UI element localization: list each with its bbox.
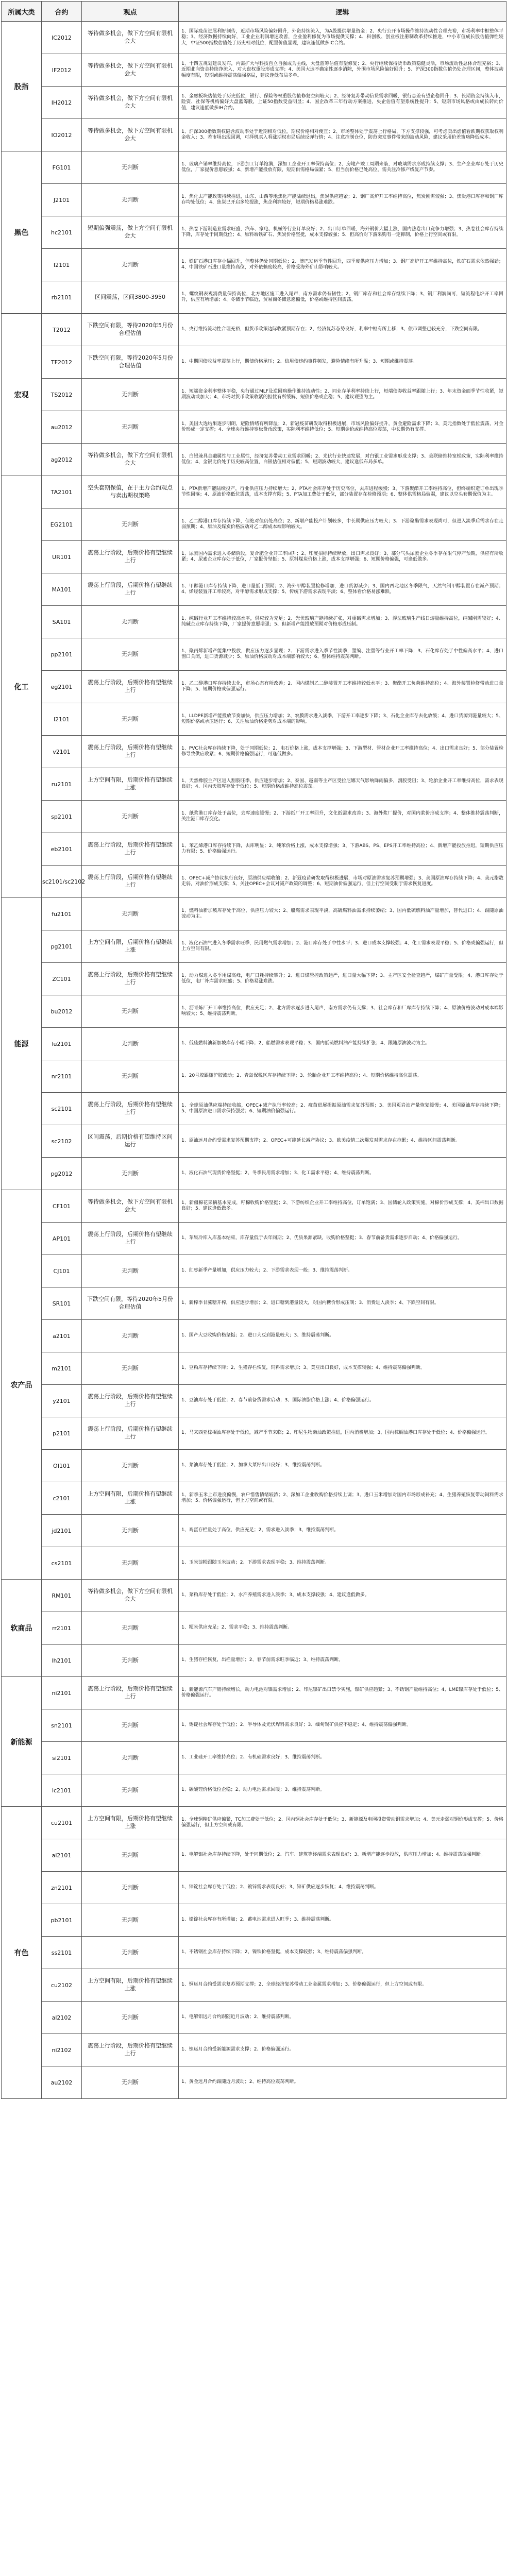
- table-row: [2, 638, 506, 671]
- view-cell: 等待做多机会，做下方空间有限机会大: [82, 119, 179, 151]
- table-row: [2, 1320, 506, 1352]
- contract-cell: MA101: [42, 573, 82, 606]
- contract-cell: fu2101: [42, 898, 82, 930]
- view-cell: 无判断: [82, 1515, 179, 1547]
- table-row: [2, 1060, 506, 1093]
- logic-cell: 1、沪深300指数期权隐含波动率处于近期相对低位，期权价格相对便宜；2、市场整体处于震荡上行格局，下方支撑较强，可考虑卖出虚值看跌期权获取权利金收入；3、若市场出现回调，可择机买入看涨期权布局后续反弹行情；4、注意控制仓位，防范突发事件带来的波动风险，建议采用价差策略降低成本。: [179, 119, 506, 151]
- logic-cell: 1、生猪存栏恢复，出栏量增加；2、春节前需求旺季临近；3、维持震荡判断。: [179, 1645, 506, 1677]
- view-cell: 无判断: [82, 1450, 179, 1482]
- view-cell: 无判断: [82, 2066, 179, 2099]
- table-row: [2, 22, 506, 54]
- logic-cell: 1、短端资金利率整体平稳，央行通过MLF及逆回购操作维持流动性；2、同业存单利率持续上行，短端债券收益率跟随上行；3、年末资金面季节性收紧，短期波动或加大；4、市场对货币政策收紧的担忧有所缓解，短债价格或企稳；5、建议观望为主。: [179, 379, 506, 411]
- view-cell: 无判断: [82, 1774, 179, 1807]
- view-cell: 震荡上行阶段，后期价格有望继续上行: [82, 963, 179, 995]
- table-row: [2, 379, 506, 411]
- view-cell: 无判断: [82, 379, 179, 411]
- logic-cell: 1、动力煤进入冬季用煤高峰，电厂日耗持续攀升；2、进口煤管控政策趋严，进口量大幅下降；3、主产区安全检查趋严，煤矿产量受限；4、港口库存处于低位，电厂补库需求旺盛；5、价格易涨难跌。: [179, 963, 506, 995]
- table-row: [2, 2002, 506, 2034]
- logic-cell: 1、铁矿石港口库存小幅回升，但整体仍处同期低位；2、澳巴发运季节性回升，四季度供应压力增加；3、钢厂高炉开工率维持高位，铁矿石需求依然强劲；4、中国铁矿石进口量维持高位，对外依赖度较高，价格受海外矿山影响较大。: [179, 249, 506, 281]
- contract-cell: l2101: [42, 703, 82, 736]
- contract-cell: T2012: [42, 314, 82, 346]
- view-cell: 等待做多机会，做下方空间有限机会大: [82, 87, 179, 119]
- logic-cell: 1、粳米供应充足；2、需求平稳；3、维持震荡判断。: [179, 1612, 506, 1645]
- contract-cell: ru2101: [42, 768, 82, 801]
- category-cell: 新能源: [2, 1677, 42, 1807]
- table-row: [2, 1709, 506, 1742]
- view-cell: 无判断: [82, 509, 179, 541]
- logic-cell: 1、国产大豆收购价格坚挺；2、进口大豆到港量较大；3、维持震荡判断。: [179, 1320, 506, 1352]
- view-cell: 震荡上行阶段，后期价格有望继续上行: [82, 1223, 179, 1255]
- logic-cell: 1、聚丙烯新增产能集中投放，供应压力逐步显现；2、下游需求进入季节性淡季，塑编、注塑等行业开工率下降；3、石化库存处于中性偏高水平；4、进口窗口关闭，进口货源减少；5、原油价格波动对成本端影响较大；6、整体维持震荡判断。: [179, 638, 506, 671]
- contract-cell: bu2012: [42, 995, 82, 1028]
- category-cell: 化工: [2, 476, 42, 898]
- table-row: [2, 509, 506, 541]
- logic-cell: 1、甲醇港口库存持续下降，进口量低于预期；2、海外甲醇装置检修增加，进口货源减少；3、国内西北地区冬季限气，天然气制甲醇装置存在减产预期；4、烯烃装置开工率较高，对甲醇需求形成支撑；5、传统下游需求表现平淡；6、整体看价格易涨难跌。: [179, 573, 506, 606]
- view-cell: 无判断: [82, 638, 179, 671]
- contract-cell: cs2101: [42, 1547, 82, 1580]
- table-row: [2, 898, 506, 930]
- contract-cell: SR101: [42, 1287, 82, 1320]
- view-cell: 下跌空间有限，等待2020年5月份合理估值: [82, 346, 179, 379]
- view-cell: 震荡上行阶段，后期价格有望继续上行: [82, 833, 179, 866]
- table-row: [2, 151, 506, 184]
- table-row: [2, 1385, 506, 1417]
- logic-cell: 1、PTA新增产能陆续投产，行业供应压力持续增大；2、PTA社会库存处于历史高位，去库进程缓慢；3、下游聚酯开工率维持高位，但终端织造订单出现季节性回落；4、原油价格低位震荡，成本支撑有限；5、PTA加工费处于低位，部分装置存在检修预期；6、整体供需格局偏弱，建议以空头套期保值为主。: [179, 476, 506, 509]
- contract-cell: TA2101: [42, 476, 82, 509]
- contract-cell: sc2102: [42, 1125, 82, 1158]
- view-cell: 等待做多机会，做下方空间有限机会大: [82, 22, 179, 54]
- contract-cell: au2102: [42, 2066, 82, 2099]
- view-cell: 下跌空间有限，等待2020年5月份合理估值: [82, 1287, 179, 1320]
- logic-cell: 1、菜油库存处于低位；2、加拿大菜籽出口良好；3、维持震荡判断。: [179, 1450, 506, 1482]
- contract-cell: si2101: [42, 1742, 82, 1774]
- view-cell: 等待做多机会，做下方空间有限机会大: [82, 444, 179, 476]
- logic-cell: 1、原油远月合约受需求复苏预期支撑；2、OPEC+可能延长减产协议；3、欧美疫情二次爆发对需求存在拖累；4、维持区间震荡判断。: [179, 1125, 506, 1158]
- view-cell: 无判断: [82, 898, 179, 930]
- view-cell: 空头套期保值，在于主力合约观点与卖出期权策略: [82, 476, 179, 509]
- logic-cell: 1、菜粕库存处于低位；2、水产养殖需求进入淡季；3、成本支撑较强；4、建议逢低做多。: [179, 1580, 506, 1612]
- logic-cell: 1、新季玉米上市进度偏慢，农户惜售情绪较浓；2、深加工企业收购价格持续上调；3、进口玉米增加对国内市场形成补充；4、生猪养殖恢复带动饲料需求增加；5、价格偏强运行，但上方空间或有限。: [179, 1482, 506, 1515]
- view-cell: 无判断: [82, 249, 179, 281]
- table-row: [2, 930, 506, 963]
- research-views-table: [1, 1, 506, 2099]
- view-cell: 无判断: [82, 1158, 179, 1190]
- table-row: [2, 1904, 506, 1937]
- logic-cell: 1、PVC社会库存持续下降，处于同期低位；2、电石价格上涨，成本支撑增强；3、下游型材、管材企业开工率维持高位；4、出口需求良好；5、部分装置检修导致供应收紧；6、短期价格偏强运行，可逢低做多。: [179, 736, 506, 768]
- table-row: [2, 2034, 506, 2066]
- logic-cell: 1、玉米淀粉跟随玉米波动；2、下游需求表现平稳；3、维持震荡判断。: [179, 1547, 506, 1580]
- contract-cell: IF2012: [42, 54, 82, 87]
- contract-cell: lu2101: [42, 1028, 82, 1060]
- table-row: [2, 1645, 506, 1677]
- contract-cell: y2101: [42, 1385, 82, 1417]
- contract-cell: IC2012: [42, 22, 82, 54]
- contract-cell: sp2101: [42, 801, 82, 833]
- view-cell: 无判断: [82, 1872, 179, 1904]
- logic-cell: 1、液化石油气现货价格坚挺；2、冬季民用需求增加；3、化工需求平稳；4、维持震荡判断。: [179, 1158, 506, 1190]
- view-cell: 无判断: [82, 1060, 179, 1093]
- header-contract: 合约: [42, 2, 82, 22]
- logic-cell: 1、沥青炼厂开工率维持高位，供应充足；2、北方需求逐步进入尾声，南方需求仍有支撑；3、社会库存和厂库库存持续下降；4、原油价格波动对成本端影响较大；5、维持震荡判断。: [179, 995, 506, 1028]
- table-row: [2, 119, 506, 151]
- contract-cell: cu2101: [42, 1807, 82, 1839]
- logic-cell: 1、OPEC+减产协议执行良好，原油供应端收缩；2、新冠疫苗研发取得积极进展，市场对原油需求复苏预期增强；3、美国原油库存持续下降；4、美元指数走弱，对油价形成支撑；5、关注OPEC+会议对减产政策的调整；6、短期油价偏强运行，但上行空间受制于需求恢复进度。: [179, 866, 506, 898]
- header-category: 所属大类: [2, 2, 42, 22]
- view-cell: 短期偏强震荡，做上方空间有限机会大: [82, 216, 179, 249]
- logic-cell: 1、苹果冷库入库基本结束，库存量低于去年同期；2、优质果源紧缺，收购价格坚挺；3、春节前备货需求逐步启动；4、价格偏强运行。: [179, 1223, 506, 1255]
- table-row: [2, 54, 506, 87]
- view-cell: 震荡上行阶段，后期价格有望继续上行: [82, 671, 179, 703]
- logic-cell: 1、铅锭社会库存有所增加；2、蓄电池需求进入旺季；3、维持震荡判断。: [179, 1904, 506, 1937]
- contract-cell: EG2101: [42, 509, 82, 541]
- logic-cell: 1、20号胶跟随沪胶波动；2、青岛保税区库存持续下降；3、轮胎企业开工率维持高位；4、短期价格维持高位震荡。: [179, 1060, 506, 1093]
- contract-cell: al2101: [42, 1839, 82, 1872]
- view-cell: 无判断: [82, 1547, 179, 1580]
- view-cell: 无判断: [82, 1645, 179, 1677]
- view-cell: 上方空间有限，后期价格有望继续上涨: [82, 1969, 179, 2002]
- logic-cell: 1、新疆棉花采摘基本完成，籽棉收购价格坚挺；2、下游纺织企业开工率维持高位，订单饱满；3、国储轮入政策实施，对棉价形成支撑；4、美棉出口数据良好；5、建议逢低做多。: [179, 1190, 506, 1223]
- logic-cell: 1、电解铝社会库存持续下降，处于同期低位；2、汽车、建筑等终端需求表现良好；3、新增产能逐步投放，供应压力增加；4、维持震荡偏强判断。: [179, 1839, 506, 1872]
- view-cell: 无判断: [82, 703, 179, 736]
- view-cell: 震荡上行阶段，后期价格有望继续上行: [82, 541, 179, 573]
- table-row: [2, 444, 506, 476]
- logic-cell: 1、尿素国内需求进入冬储阶段，复合肥企业开工率回升；2、印度招标持续释放，出口需求良好；3、部分气头尿素企业冬季存在限气停产预期，供应有所收紧；4、尿素企业库存处于低位，厂家报价坚挺；5、原料煤炭价格上涨，成本支撑增强；6、短期价格偏强，可逢低做多。: [179, 541, 506, 573]
- table-row: [2, 2066, 506, 2099]
- contract-cell: ni2101: [42, 1677, 82, 1709]
- table-row: [2, 1158, 506, 1190]
- contract-cell: c2101: [42, 1482, 82, 1515]
- category-cell: 宏观: [2, 314, 42, 476]
- table-row: [2, 1223, 506, 1255]
- logic-cell: 1、工业硅开工率维持高位；2、有机硅需求良好；3、维持震荡判断。: [179, 1742, 506, 1774]
- view-cell: 震荡上行阶段，后期价格有望继续上行: [82, 1385, 179, 1417]
- contract-cell: au2012: [42, 411, 82, 444]
- logic-cell: 1、乙二醇港口库存持续去化，市场心态有所改善；2、国内煤制乙二醇装置开工率维持较低水平；3、聚酯开工负荷维持高位；4、海外装置检修带动进口量下降；5、短期价格或偏强运行。: [179, 671, 506, 703]
- logic-cell: 1、不锈钢社会库存持续下降；2、镍铁价格坚挺，成本支撑较强；3、维持震荡偏强判断。: [179, 1937, 506, 1969]
- contract-cell: lc2101: [42, 1774, 82, 1807]
- view-cell: 震荡上行阶段，后期价格有望继续上行: [82, 1417, 179, 1450]
- category-cell: 能源: [2, 898, 42, 1190]
- table-row: [2, 1969, 506, 2002]
- logic-cell: 1、碳酸锂价格低位企稳；2、动力电池需求回暖；3、维持震荡判断。: [179, 1774, 506, 1807]
- contract-cell: pg2101: [42, 930, 82, 963]
- table-row: [2, 1807, 506, 1839]
- contract-cell: sc2101: [42, 1093, 82, 1125]
- contract-cell: OI101: [42, 1450, 82, 1482]
- contract-cell: FG101: [42, 151, 82, 184]
- table-row: [2, 541, 506, 573]
- view-cell: 上方空间有限，后期价格有望继续上涨: [82, 930, 179, 963]
- logic-cell: 1、玻璃产销率维持高位，下游加工订单饱满，深加工企业开工率保持高位；2、房地产竣工周期来临，对玻璃需求形成持续支撑；3、生产企业库存处于历史低位，厂家提价意愿较强；4、新增产能投放有限，短期供需格局偏紧；5、但当前价格已处高位，需关注冷修产线复产节奏。: [179, 151, 506, 184]
- table-row: [2, 281, 506, 314]
- table-row: [2, 866, 506, 898]
- view-cell: 上方空间有限，后期价格有望继续上涨: [82, 1807, 179, 1839]
- table-row: [2, 801, 506, 833]
- contract-cell: eg2101: [42, 671, 82, 703]
- table-row: [2, 216, 506, 249]
- view-cell: 无判断: [82, 1742, 179, 1774]
- view-cell: 等待做多机会，做下方空间有限机会大: [82, 54, 179, 87]
- category-cell: 有色: [2, 1807, 42, 2099]
- table-row: [2, 411, 506, 444]
- contract-cell: ag2012: [42, 444, 82, 476]
- contract-cell: ni2102: [42, 2034, 82, 2066]
- logic-cell: 1、电解铝远月合约跟随近月波动；2、维持震荡判断。: [179, 2002, 506, 2034]
- contract-cell: ss2101: [42, 1937, 82, 1969]
- logic-cell: 1、乙二醇港口库存持续下降，但绝对值仍处高位；2、新增产能投产计划较多，中长期供应压力较大；3、下游聚酯需求表现尚可，但进入淡季后需求存在走弱预期；4、原油及煤炭价格波动对乙二醇成本端影响较大。: [179, 509, 506, 541]
- logic-cell: 1、热卷下游制造业需求旺盛，汽车、家电、机械等行业订单良好；2、出口订单回暖，海外钢价大幅上涨，国内热卷出口竞争力增强；3、热卷社会库存持续下降，库存处于同期低位；4、原料端铁矿石、焦炭价格坚挺，成本支撑较强；5、但高价对下游采购有一定抑制，价格上行空间或有限。: [179, 216, 506, 249]
- logic-cell: 1、美国大选结果逐步明朗，避险情绪有所降温；2、新冠疫苗研发取得积极进展，市场风险偏好提升，黄金避险需求下降；3、美元指数处于低位震荡，对金价形成一定支撑；4、全球央行维持宽松货币政策，实际利率维持低位；5、短期金价或维持高位震荡，中长期仍有支撑。: [179, 411, 506, 444]
- header-view: 观点: [82, 2, 179, 22]
- logic-cell: 1、黄金远月合约跟随近月波动；2、维持高位震荡判断。: [179, 2066, 506, 2099]
- logic-cell: 1、液化石油气进入冬季需求旺季，民用燃气需求增加；2、港口库存处于中性水平；3、进口成本支撑较强；4、化工需求表现平稳；5、价格或偏强运行，但上方空间有限。: [179, 930, 506, 963]
- logic-cell: 1、白银兼具金融属性与工业属性，经济复苏带动工业需求回暖；2、光伏行业快速发展，对白银工业需求形成支撑；3、美联储维持宽松政策，实际利率维持低位；4、金银比价处于历史较高位置，白银估值相对偏低；5、短期波动较大，建议逢低布局多单。: [179, 444, 506, 476]
- contract-cell: al2102: [42, 2002, 82, 2034]
- table-row: [2, 1547, 506, 1580]
- view-cell: 无判断: [82, 1028, 179, 1060]
- table-row: [2, 963, 506, 995]
- view-cell: 下跌空间有限，等待2020年5月份合理估值: [82, 314, 179, 346]
- contract-cell: IH2012: [42, 87, 82, 119]
- logic-cell: 1、十四五规划建议发布，内需扩大与科技自立自强成为主线，大盘蓝筹估值有望修复；2、央行继续保持货币政策稳健灵活，市场流动性总体合理充裕；3、近期北向资金持续净流入，对大盘权重股形成支撑；4、美国大选不确定性逐步消除，外围市场风险偏好回升；5、沪深300指数估值仍处合理区间，整体波动幅度有限，短期或维持震荡偏强格局，建议逢低布局多单。: [179, 54, 506, 87]
- contract-cell: rr2101: [42, 1612, 82, 1645]
- contract-cell: rb2101: [42, 281, 82, 314]
- contract-cell: jd2101: [42, 1515, 82, 1547]
- logic-cell: 1、镍远月合约受新能源需求支撑；2、价格偏强运行。: [179, 2034, 506, 2066]
- logic-cell: 1、豆粕库存持续下降；2、生猪存栏恢复，饲料需求增加；3、美豆出口良好，成本支撑较强；4、维持震荡偏强判断。: [179, 1352, 506, 1385]
- view-cell: 无判断: [82, 606, 179, 638]
- table-row: [2, 1872, 506, 1904]
- table-row: [2, 1125, 506, 1158]
- contract-cell: nr2101: [42, 1060, 82, 1093]
- table-row: [2, 606, 506, 638]
- contract-cell: SA101: [42, 606, 82, 638]
- logic-cell: 1、纯碱行业开工率维持较高水平，供应较为充足；2、光伏玻璃产能持续扩张，对重碱需求增加；3、浮法玻璃生产线日熔量维持高位，纯碱刚需较好；4、纯碱企业库存持续下降，厂家提价意愿增强；5、但新增产能投放预期对价格形成压制。: [179, 606, 506, 638]
- table-row: [2, 1093, 506, 1125]
- view-cell: 区间震荡，后期价格有望维持区间运行: [82, 1125, 179, 1158]
- view-cell: 无判断: [82, 1904, 179, 1937]
- view-cell: 震荡上行阶段，后期价格有望继续上行: [82, 573, 179, 606]
- table-row: [2, 1450, 506, 1482]
- contract-cell: I2101: [42, 249, 82, 281]
- table-row: [2, 736, 506, 768]
- view-cell: 震荡上行阶段，后期价格有望继续上行: [82, 1093, 179, 1125]
- contract-cell: pp2101: [42, 638, 82, 671]
- logic-cell: 1、苯乙烯港口库存持续下降，去库明显；2、纯苯价格上涨，成本支撑增强；3、下游ABS、PS、EPS开工率维持高位；4、新增产能投放推迟，短期供应压力有限；5、价格偏强运行。: [179, 833, 506, 866]
- logic-cell: 1、焦化去产能政策持续推进，山东、山西等地焦化产能陆续退出，焦炭供应趋紧；2、钢厂高炉开工率维持高位，焦炭刚需较强；3、焦炭港口库存和钢厂库存均处低位；4、焦炭已开启多轮提涨，焦企利润较好，短期价格易涨难跌。: [179, 184, 506, 216]
- contract-cell: hc2101: [42, 216, 82, 249]
- contract-cell: TF2012: [42, 346, 82, 379]
- logic-cell: 1、全球原油供应端持续收缩，OPEC+减产执行率较高；2、疫苗进展提振原油需求复苏预期；3、美国页岩油产量恢复缓慢；4、美国原油库存持续下降；5、中国原油进口需求保持强劲；6、短期油价偏强运行。: [179, 1093, 506, 1125]
- view-cell: 震荡上行阶段，后期价格有望继续上行: [82, 866, 179, 898]
- view-cell: 震荡上行阶段，后期价格有望继续上行: [82, 736, 179, 768]
- logic-cell: 1、燃料油新加坡库存处于高位，供应压力较大；2、船燃需求表现平淡，高硫燃料油需求持续萎缩；3、国内低硫燃料油产量增加，替代进口；4、跟随原油波动为主。: [179, 898, 506, 930]
- contract-cell: pb2101: [42, 1904, 82, 1937]
- table-row: [2, 1417, 506, 1450]
- table-row: [2, 1937, 506, 1969]
- table-row: [2, 703, 506, 736]
- table-row: [2, 768, 506, 801]
- logic-cell: 1、国际疫苗进展利好频传，近期市场风险偏好回升，外资持续流入，为A股提供增量资金；2、央行公开市场操作维持流动性合理充裕，市场利率中枢整体平稳；3、经济数据持续向好，工业企业利润增速改善，企业盈利修复为市场提供支撑；4、科创板、创业板注册制改革持续推进，中小市值成长股估值弹性较大，中证500指数估值处于历史相对低位，配置价值显现，建议逢低做多IC合约。: [179, 22, 506, 54]
- view-cell: 震荡上行阶段，后期价格有望继续上行: [82, 2034, 179, 2066]
- table-row: [2, 1612, 506, 1645]
- view-cell: 无判断: [82, 1839, 179, 1872]
- logic-cell: 1、天然橡胶主产区进入割胶旺季，供应逐步增加；2、泰国、越南等主产区受拉尼娜天气影响降雨偏多，割胶受阻；3、轮胎企业开工率维持高位，需求表现良好；4、国内天胶库存处于低位；5、短期价格或维持高位震荡。: [179, 768, 506, 801]
- header-logic: 逻辑: [179, 2, 506, 22]
- table-row: [2, 87, 506, 119]
- logic-cell: 1、豆油库存处于低位；2、春节前备货需求启动；3、国际油脂价格上涨；4、价格偏强运行。: [179, 1385, 506, 1417]
- category-cell: 软商品: [2, 1580, 42, 1677]
- table-row: [2, 1580, 506, 1612]
- contract-cell: lh2101: [42, 1645, 82, 1677]
- view-cell: 无判断: [82, 1352, 179, 1385]
- table-row: [2, 833, 506, 866]
- table-row: [2, 1742, 506, 1774]
- table-row: [2, 671, 506, 703]
- view-cell: 无判断: [82, 411, 179, 444]
- contract-cell: J2101: [42, 184, 82, 216]
- table-row: [2, 249, 506, 281]
- category-cell: 农产品: [2, 1190, 42, 1580]
- table-row: [2, 573, 506, 606]
- contract-cell: sc2101/sc2102: [42, 866, 82, 898]
- view-cell: 无判断: [82, 1320, 179, 1352]
- view-cell: 无判断: [82, 184, 179, 216]
- table-row: [2, 1028, 506, 1060]
- contract-cell: p2101: [42, 1417, 82, 1450]
- contract-cell: pg2012: [42, 1158, 82, 1190]
- table-row: [2, 1482, 506, 1515]
- category-cell: 股指: [2, 22, 42, 151]
- logic-cell: 1、金融板块估值处于历史低位，银行、保险等权重股估值修复空间较大；2、经济复苏带动信贷需求回暖，银行息差有望企稳回升；3、长期资金持续入市，险资、社保等机构偏好大盘蓝筹股，上证50指数受益明显；4、国企改革三年行动方案推进，央企估值有望系统性提升；5、短期市场风格或由成长转向价值，建议逢低做多IH合约。: [179, 87, 506, 119]
- view-cell: 无判断: [82, 1937, 179, 1969]
- view-cell: 无判断: [82, 801, 179, 833]
- table-row: [2, 346, 506, 379]
- view-cell: 无判断: [82, 1612, 179, 1645]
- view-cell: 无判断: [82, 1255, 179, 1287]
- table-row: [2, 1839, 506, 1872]
- view-cell: 无判断: [82, 1709, 179, 1742]
- contract-cell: RM101: [42, 1580, 82, 1612]
- logic-cell: 1、低硫燃料油新加坡库存小幅下降；2、船燃需求表现平稳；3、国内低硫燃料油产能持续扩张；4、跟随原油波动为主。: [179, 1028, 506, 1060]
- logic-cell: 1、纸浆港口库存处于高位，去库速度缓慢；2、下游纸厂开工率回升，文化纸需求改善；3、海外浆厂提价，对国内浆价形成支撑；4、整体维持震荡判断，关注港口库存变化。: [179, 801, 506, 833]
- table-row: [2, 184, 506, 216]
- table-row: [2, 1677, 506, 1709]
- view-cell: 上方空间有限，后期价格有望继续上涨: [82, 1482, 179, 1515]
- view-cell: 无判断: [82, 2002, 179, 2034]
- table-row: [2, 1190, 506, 1223]
- contract-cell: ZC101: [42, 963, 82, 995]
- contract-cell: cu2102: [42, 1969, 82, 2002]
- contract-cell: a2101: [42, 1320, 82, 1352]
- view-cell: 等待做多机会，做下方空间有限机会大: [82, 1580, 179, 1612]
- logic-cell: 1、锡锭社会库存处于低位；2、半导体及光伏焊料需求良好；3、缅甸锡矿供应不稳定；4、维持震荡偏强判断。: [179, 1709, 506, 1742]
- view-cell: 震荡上行阶段，后期价格有望继续上行: [82, 1677, 179, 1709]
- view-cell: 无判断: [82, 995, 179, 1028]
- table-body: [2, 22, 506, 2099]
- logic-cell: 1、央行维持流动性合理充裕，但货币政策边际收紧预期存在；2、经济复苏态势良好，利率中枢有所上移；3、债市调整已较充分，下跌空间有限。: [179, 314, 506, 346]
- table-row: [2, 1774, 506, 1807]
- logic-cell: 1、鸡蛋存栏量处于高位，供应充足；2、需求进入淡季；3、维持震荡判断。: [179, 1515, 506, 1547]
- logic-cell: 1、马来西亚棕榈油库存处于低位，减产季节来临；2、印尼生物柴油政策推进，国内消费增加；3、国内棕榈油港口库存处于低位；4、价格偏强运行。: [179, 1417, 506, 1450]
- logic-cell: 1、LLDPE新增产能投放节奏加快，供应压力增加；2、农膜需求进入淡季，下游开工率逐步下降；3、石化企业库存去化放缓；4、进口货源到港量较大；5、短期价格或承压运行；6、关注原油价格走势对成本端的影响。: [179, 703, 506, 736]
- view-cell: 区间震荡，区间3800-3950: [82, 281, 179, 314]
- view-cell: 等待做多机会，做下方空间有限机会大: [82, 1190, 179, 1223]
- header-row: [2, 2, 506, 22]
- table-row: [2, 1515, 506, 1547]
- contract-cell: sn2101: [42, 1709, 82, 1742]
- logic-cell: 1、中期国债收益率震荡上行，期债价格承压；2、信用债违约事件频发，避险情绪有所升温；3、短期或维持震荡。: [179, 346, 506, 379]
- table-row: [2, 995, 506, 1028]
- logic-cell: 1、新榨季甘蔗糖开榨，供应逐步增加；2、进口糖到港量较大，对国内糖价形成压制；3、消费进入淡季；4、下跌空间有限。: [179, 1287, 506, 1320]
- table-row: [2, 1352, 506, 1385]
- contract-cell: CJ101: [42, 1255, 82, 1287]
- logic-cell: 1、铜远月合约受需求复苏预期支撑；2、全球经济复苏带动工业金属需求增加；3、价格偏强运行，但上方空间或有限。: [179, 1969, 506, 2002]
- logic-cell: 1、新能源汽车产销持续增长，动力电池对镍需求增加；2、印尼镍矿出口禁令实施，镍矿供应趋紧；3、不锈钢产量维持高位；4、LME镍库存处于低位；5、价格偏强运行。: [179, 1677, 506, 1709]
- contract-cell: eb2101: [42, 833, 82, 866]
- table-row: [2, 1255, 506, 1287]
- table-row: [2, 1287, 506, 1320]
- logic-cell: 1、全球铜精矿供应偏紧，TC加工费处于低位；2、国内铜社会库存处于低位；3、新能源及电网投资带动铜需求增加；4、美元走弱对铜价形成支撑；5、价格偏强运行，但上方空间或有限。: [179, 1807, 506, 1839]
- logic-cell: 1、红枣新季产量增加，供应压力较大；2、下游需求表现一般；3、维持震荡判断。: [179, 1255, 506, 1287]
- contract-cell: m2101: [42, 1352, 82, 1385]
- contract-cell: CF101: [42, 1190, 82, 1223]
- contract-cell: TS2012: [42, 379, 82, 411]
- contract-cell: zn2101: [42, 1872, 82, 1904]
- view-cell: 上方空间有限，后期价格有望继续上涨: [82, 768, 179, 801]
- contract-cell: AP101: [42, 1223, 82, 1255]
- contract-cell: IO2012: [42, 119, 82, 151]
- table-row: [2, 314, 506, 346]
- table-row: [2, 476, 506, 509]
- logic-cell: 1、螺纹钢表观消费量保持高位，北方地区施工进入尾声，南方需求仍有韧性；2、钢厂库存和社会库存继续下降；3、钢厂利润尚可，短流程电炉开工率回升，供应有所增加；4、冬储季节临近，贸易商冬储意愿偏低，价格或维持区间震荡。: [179, 281, 506, 314]
- logic-cell: 1、锌锭社会库存处于低位；2、镀锌需求表现良好；3、锌矿供应逐步恢复；4、维持震荡判断。: [179, 1872, 506, 1904]
- view-cell: 无判断: [82, 151, 179, 184]
- contract-cell: UR101: [42, 541, 82, 573]
- category-cell: 黑色: [2, 151, 42, 314]
- contract-cell: v2101: [42, 736, 82, 768]
